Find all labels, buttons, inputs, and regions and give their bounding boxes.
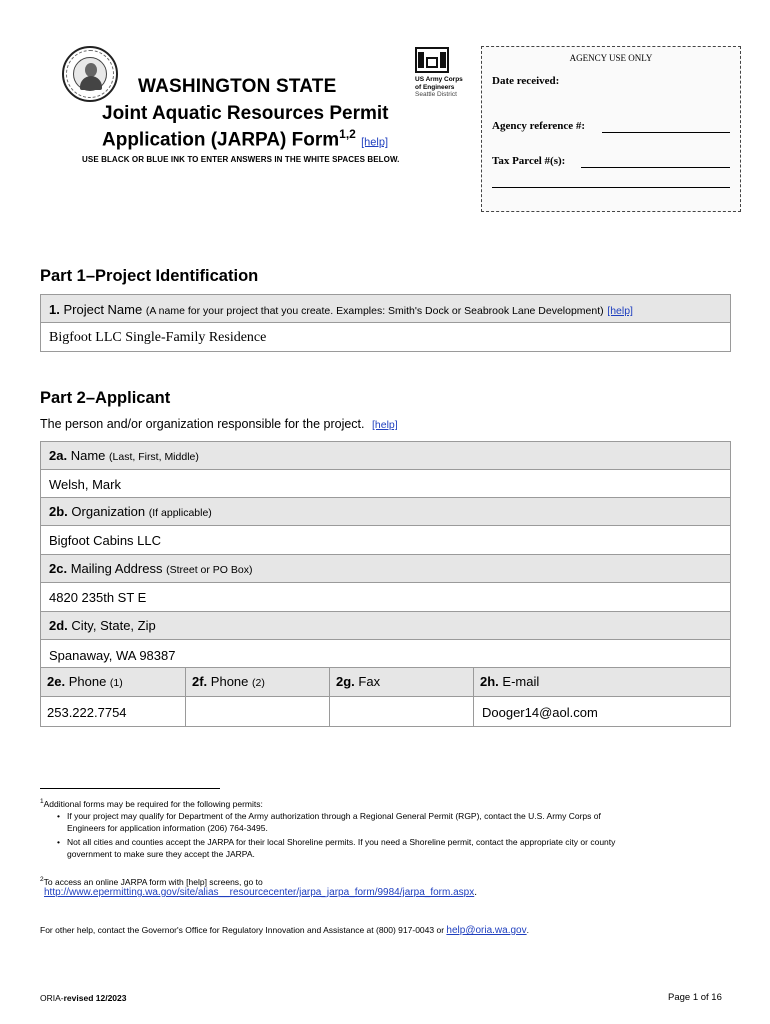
- phone1-label: [47, 674, 123, 689]
- revision-note: [40, 993, 126, 1003]
- city-state-zip-title: City, State, Zip: [71, 618, 156, 633]
- q1-label-cell: [40, 294, 731, 323]
- state-seal: [62, 46, 118, 102]
- tax-parcel-label: Tax Parcel #(s):: [492, 155, 566, 167]
- fax-label-cell: [329, 667, 474, 697]
- footnote-1-text: Additional forms may be required for the following permits:: [43, 798, 263, 809]
- date-received-label: Date received:: [492, 75, 560, 87]
- agency-reference-label: Agency reference #:: [492, 120, 586, 132]
- email-label-cell: [473, 667, 731, 697]
- part2-heading: Part 2–Applicant: [40, 389, 171, 407]
- phone2-field[interactable]: [185, 696, 330, 727]
- phone2-label-cell: [185, 667, 330, 697]
- bullet-icon: •: [57, 837, 60, 847]
- phone2-label: [192, 674, 265, 689]
- form-title-text: Application (JARPA) Form: [102, 129, 340, 151]
- phone1-label-cell: [40, 667, 186, 697]
- form-title-line2: [102, 127, 388, 151]
- footnote-1: [40, 796, 263, 810]
- phone1-number: 2e.: [47, 674, 66, 689]
- mailing-address-label-cell: [40, 554, 731, 583]
- footnote-1-mark: 1: [40, 798, 44, 805]
- agency-use-title: AGENCY USE ONLY: [569, 53, 653, 63]
- phone2-title: Phone: [210, 674, 249, 689]
- usace-line1: US Army Corps: [415, 76, 463, 83]
- email-value: Dooger14@aol.com: [482, 705, 598, 720]
- agency-use-box: [481, 46, 741, 212]
- organization-label: [49, 504, 212, 519]
- organization-title: Organization: [71, 504, 146, 519]
- footnote-1-bullet-1-line1: If your project may qualify for Department of the Army authorization through a Regional General Permit (RGP), contact the U.S. Army Corps of: [67, 811, 601, 821]
- footnote-1-bullet-1-line2: Engineers for application information (206) 764-3495.: [67, 823, 268, 833]
- footnote-2-text: To access an online JARPA form with [help] screens, go to: [43, 876, 263, 887]
- name-number: 2a.: [49, 448, 68, 463]
- phone2-number: 2f.: [192, 674, 208, 689]
- organization-hint: (If applicable): [148, 507, 212, 519]
- footnote-2-link-line: [44, 887, 477, 898]
- email-field[interactable]: [473, 696, 731, 727]
- part2-description: [40, 417, 398, 431]
- footnote-1-bullet-2-line2: government to make sure they accept the JARPA.: [67, 849, 255, 859]
- organization-value: Bigfoot Cabins LLC: [49, 533, 162, 548]
- fax-number: 2g.: [336, 674, 355, 689]
- other-help-end: .: [526, 925, 529, 935]
- revision-date: revised 12/2023: [63, 993, 127, 1003]
- ink-instruction: USE BLACK OR BLUE INK TO ENTER ANSWERS IN THE WHITE SPACES BELOW.: [82, 155, 400, 164]
- form-help-link[interactable]: [help]: [361, 136, 389, 149]
- q1-label: [49, 302, 633, 317]
- form-title-superscript: 1,2: [339, 127, 356, 141]
- name-label: [49, 448, 199, 463]
- mailing-address-number: 2c.: [49, 561, 68, 576]
- email-title: E-mail: [502, 674, 540, 689]
- q1-hint: (A name for your project that you create. Examples: Smith's Dock or Seabrook Lane Development): [145, 305, 604, 317]
- part2-help-link[interactable]: [help]: [371, 419, 398, 431]
- tax-parcel-line-2[interactable]: [492, 187, 730, 188]
- city-state-zip-number: 2d.: [49, 618, 68, 633]
- q1-help-link[interactable]: [help]: [607, 305, 633, 317]
- bullet-icon: •: [57, 811, 60, 821]
- city-state-zip-value: Spanaway, WA 98387: [49, 648, 176, 663]
- other-help: [40, 925, 529, 936]
- footnote-1-bullet-1: [67, 810, 601, 834]
- tax-parcel-line[interactable]: [581, 167, 730, 168]
- page-number: Page 1 of 16: [668, 992, 722, 1003]
- revision-prefix: ORIA-: [40, 993, 64, 1003]
- name-value: Welsh, Mark: [49, 477, 121, 492]
- phone1-hint: (1): [109, 677, 123, 689]
- footnote-divider: [40, 788, 220, 789]
- agency-reference-line[interactable]: [602, 132, 730, 133]
- part1-heading: Part 1–Project Identification: [40, 267, 259, 285]
- phone2-hint: (2): [252, 677, 265, 689]
- usace-castle-icon: [415, 47, 449, 73]
- organization-label-cell: [40, 497, 731, 526]
- form-title-line1: Joint Aquatic Resources Permit: [102, 103, 389, 124]
- q1-title: Project Name: [63, 302, 143, 317]
- part2-description-text: The person and/or organization responsible for the project.: [40, 417, 365, 431]
- city-state-zip-label-cell: [40, 611, 731, 640]
- name-label-cell: [40, 441, 731, 470]
- footnote-2-mark: 2: [40, 876, 44, 883]
- organization-field[interactable]: [40, 525, 731, 555]
- organization-number: 2b.: [49, 504, 68, 519]
- fax-title: Fax: [358, 674, 381, 689]
- usace-line2: of Engineers: [415, 83, 455, 91]
- oria-email-link[interactable]: help@oria.wa.gov: [446, 925, 527, 936]
- city-state-zip-label: [49, 618, 156, 633]
- footnote-1-bullet-2-line1: Not all cities and counties accept the JARPA for their local Shoreline permits. If you need a Shoreline permit, contact the appropriate city or county: [67, 837, 616, 847]
- email-label: [480, 674, 539, 689]
- city-state-zip-field[interactable]: [40, 639, 731, 668]
- email-number: 2h.: [480, 674, 499, 689]
- other-help-text: For other help, contact the Governor's Office for Regulatory Innovation and Assistance at (800) 917-0043 or: [40, 925, 445, 935]
- project-name-value: Bigfoot LLC Single-Family Residence: [49, 330, 267, 345]
- fax-field[interactable]: [329, 696, 474, 727]
- phone1-field[interactable]: [40, 696, 186, 727]
- q1-number: 1.: [49, 302, 60, 317]
- usace-logo-text: [415, 76, 463, 99]
- usace-line3: Seattle District: [415, 91, 457, 98]
- name-title: Name: [70, 448, 106, 463]
- footnote-2: [40, 874, 263, 888]
- state-title: WASHINGTON STATE: [138, 76, 337, 97]
- mailing-address-value: 4820 235th ST E: [49, 590, 147, 605]
- fax-label: [336, 674, 380, 689]
- mailing-address-label: [49, 561, 252, 576]
- jarpa-online-link[interactable]: http://www.epermitting.wa.gov/site/alias__resourcecenter/jarpa_jarpa_form/9984/jarpa_form.aspx: [44, 887, 475, 898]
- mailing-address-title: Mailing Address: [70, 561, 163, 576]
- phone1-value: 253.222.7754: [47, 705, 127, 720]
- name-hint: (Last, First, Middle): [109, 451, 199, 463]
- footnote-1-bullet-2: [67, 836, 615, 860]
- mailing-address-hint: (Street or PO Box): [166, 564, 253, 576]
- name-field[interactable]: [40, 469, 731, 498]
- footnote-2-end: .: [474, 887, 478, 898]
- phone1-title: Phone: [68, 674, 107, 689]
- mailing-address-field[interactable]: [40, 582, 731, 612]
- project-name-field[interactable]: [40, 322, 731, 352]
